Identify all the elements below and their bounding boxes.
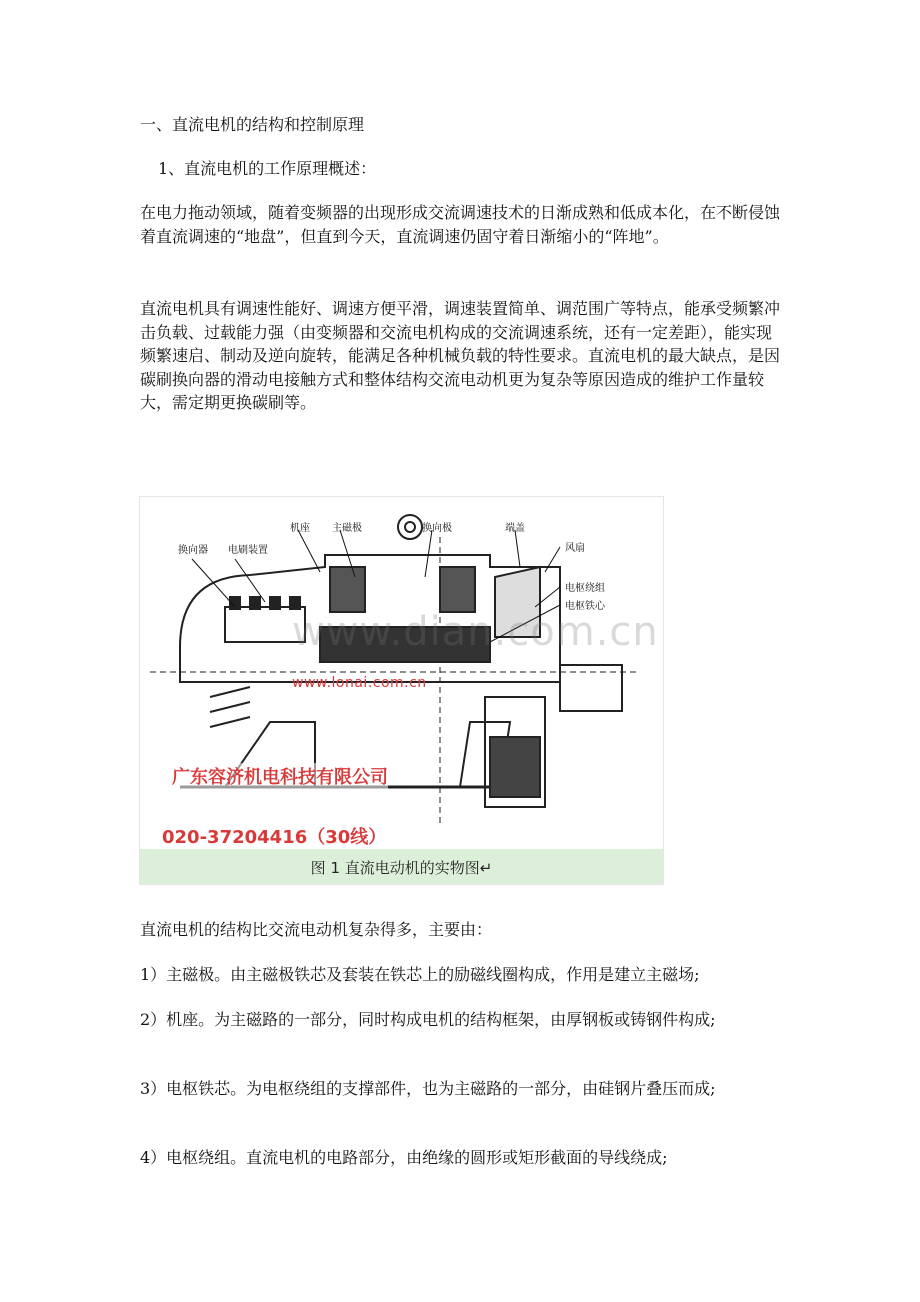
figure-caption-bar: [140, 849, 663, 884]
figure-caption: 图 1 直流电动机的实物图↵: [310, 859, 493, 877]
label-end-cover: 端盖: [505, 523, 525, 534]
label-armature-winding: 电枢绕组: [565, 583, 605, 594]
list-item: 1）主磁极。由主磁极铁芯及套装在铁芯上的励磁线圈构成，作用是建立主磁场;: [140, 965, 700, 984]
label-commutating-pole: 换向极: [422, 523, 452, 534]
list-intro: 直流电机的结构比交流电动机复杂得多，主要由：: [140, 920, 493, 939]
label-main-pole: 主磁极: [332, 523, 362, 534]
watermark-url: www.lonai.com.cn: [292, 675, 427, 691]
label-armature-core: 电枢铁心: [565, 601, 605, 612]
label-frame: 机座: [290, 523, 310, 534]
paragraph-intro: 在电力拖动领域，随着变频器的出现形成交流调速技术的日渐成熟和低成本化，在不断侵蚀着直流调速的“地盘”，但直到今天，直流调速仍固守着日渐缩小的“阵地”。: [140, 203, 781, 246]
paragraph-advantages: 直流电机具有调速性能好、调速方便平滑，调速装置简单、调范围广等特点，能承受频繁冲击负载、过载能力强（由变频器和交流电机构成的交流调速系统，还有一定差距），能实现频繁速启、制动及逆向旋转，能满足各种机械负载的特性要求。直流电机的最大缺点，是因碳刷换向器的滑动电接触方式和整体结构交流电动机更为复杂等原因造成的维护工作量较大，需定期更换碳刷等。: [140, 299, 781, 412]
watermark-large: www.dian.com.cn: [292, 609, 659, 655]
list-item: 2）机座。为主磁路的一部分，同时构成电机的结构框架，由厚钢板或铸钢件构成;: [140, 1010, 716, 1029]
motor-figure: [139, 496, 664, 885]
watermark-company: 广东容济机电科技有限公司: [172, 763, 388, 789]
watermark-phone: 020-37204416（30线）: [162, 827, 387, 848]
list-item: 3）电枢铁芯。为电枢绕组的支撑部件，也为主磁路的一部分，由硅钢片叠压而成;: [140, 1079, 716, 1098]
label-commutator: 换向器: [178, 545, 208, 556]
subsection-heading: 1、直流电机的工作原理概述：: [158, 159, 377, 178]
list-item: 4）电枢绕组。直流电机的电路部分，由绝缘的圆形或矩形截面的导线绕成;: [140, 1148, 668, 1167]
label-fan: 风扇: [565, 543, 585, 554]
label-brush: 电刷装置: [228, 545, 268, 556]
section-heading: 一、直流电机的结构和控制原理: [140, 115, 365, 134]
